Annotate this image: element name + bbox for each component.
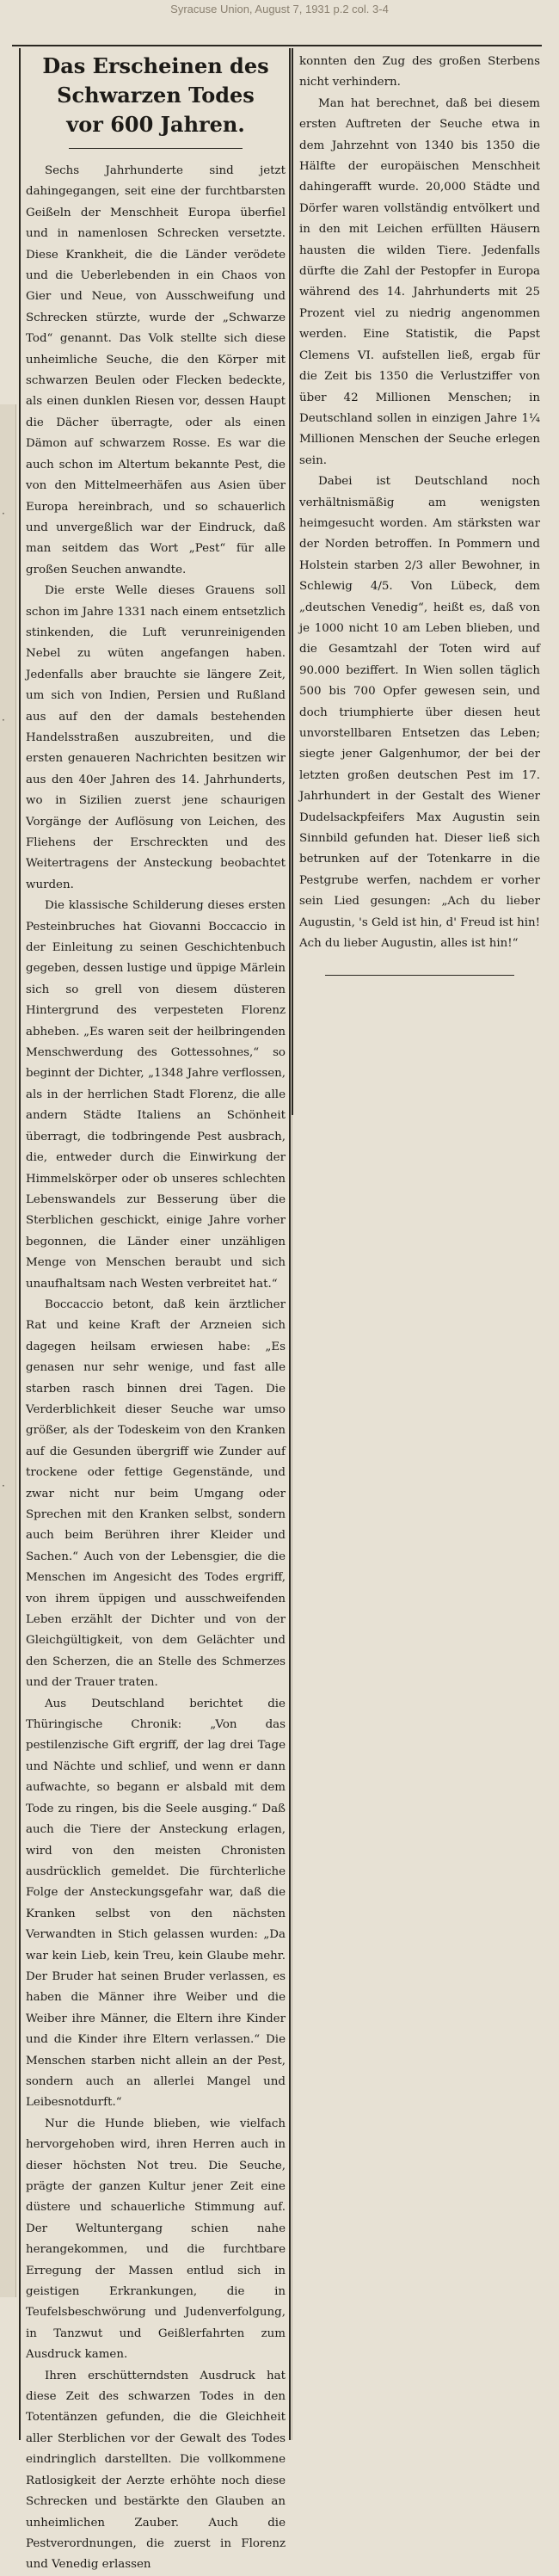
paragraph-left-3: Die klassische Schilderung dieses ersten Pesteinbruches hat Giovanni Boccaccio in der Einleitung zu seinen Geschichtenbuch gegeben, dessen lustige und üppige Märlein sich so grell von diesem düsteren Hintergrund des verpesteten Florenz abheben. „Es waren seit der heilbringenden Menschwerdung des Gottessohnes,“ so beginnt der Dichter, „1348 Jahre verflossen, als in der herrlichen Stadt Florenz, die alle andern Städte Italiens an Schönheit überragt, die todbringende Pest ausbrach, die, entweder durch die Einwirkung der Himmelskörper oder ob unseres schlechten Lebenswandels zur Besserung über die Sterblichen geschickt, einige Jahre vorher begonnen, die Länder einer unzähligen Menge von Menschen beraubt und sich unaufhaltsam nach Westen verbreitet hat.“: [26, 899, 286, 1291]
column-divider: [292, 48, 293, 1115]
paragraph-right-3: Dabei ist Deutschland noch verhältnismäßig am wenigsten heimgesucht worden. Am stärksten war der Norden betroffen. In Pommern und Holstein starben 2/3 aller Bewohner, in Schlewig 4/5. Von Lübeck, dem „deutschen Venedig“, heißt es, daß von je 1000 nicht 10 am Leben blieben, und die Gesamtzahl der Toten wird auf 90.000 beziffert. In Wien sollen täglich 500 bis 700 Opfer gewesen sein, und doch triumphierte über diesen heut unvorstellbaren Entsetzen das Leben; siegte jener Galgenhumor, der bei der letzten großen deutschen Pest im 17. Jahrhundert in der Gestalt des Wiener Dudelsackpfeifers Max Augustin sein Sinnbild gefunden hat. Dieser ließ sich betrunken auf der Totenkarre in die Pestgrube werfen, nachdem er vorher sein Lied gesungen: „Ach du lieber Augustin, 's Geld ist hin, d' Freud ist hin! Ach du lieber Augustin, alles ist hin!“: [299, 475, 540, 951]
article-title-line-3: vor 600 Jahren.: [66, 112, 245, 137]
paragraph-left-2: Die erste Welle dieses Grauens soll schon im Jahre 1331 nach einem entsetzlich stinkenden, die Luft verunreinigenden Nebel zu wüten angefangen haben. Jedenfalls aber brauchte sie längere Zeit, um sich von Indien, Persien und Rußland aus auf den der damals bestehenden Handelsstraßen auszubreiten, und die ersten genaueren Nachrichten besitzen wir aus den 40er Jahren des 14. Jahrhunderts, wo in Sizilien zuerst jene schaurigen Vorgänge der Auflösung von Leichen, des Fliehens der Erschreckten und des Weitertragens der Ansteckung beobachtet wurden.: [26, 584, 286, 891]
article-column-right: [299, 52, 540, 2444]
paragraph-right-2: Man hat berechnet, daß bei diesem ersten Auftreten der Seuche etwa in dem Jahrzehnt von 1340 bis 1350 die Hälfte der europäischen Menschheit dahingerafft wurde. 20,000 Städte und Dörfer waren vollständig entvölkert und in den mit Leichen erfüllten Häusern hausten die wilden Tiere. Jedenfalls dürfte die Zahl der Pestopfer in Europa während des 14. Jahrhunderts mit 25 Prozent viel zu niedrig angenommen werden. Eine Statistik, die Papst Clemens VI. aufstellen ließ, ergab für die Zeit bis 1350 die Verlustziffer von über 42 Millionen Menschen; in Deutschland sollen in einzigen Jahre 1¼ Millionen Menschen der Seuche erlegen sein.: [299, 96, 540, 467]
paragraph-left-5: Aus Deutschland berichtet die Thüringische Chronik: „Von das pestilenzische Gift ergriff, der lag drei Tage und Nächte und schlief, und wenn er dann aufwachte, so begann er alsbald mit dem Tode zu ringen, bis die Seele ausging.“ Daß auch die Tiere der Ansteckung erlagen, wird von den meisten Chronisten ausdrücklich gemeldet. Die fürchterliche Folge der Ansteckungsgefahr war, daß die Kranken selbst von den nächsten Verwandten in Stich gelassen wurden: „Da war kein Lieb, kein Treu, kein Glaube mehr. Der Bruder hat seinen Bruder verlassen, es haben die Männer ihre Weiber und die Weiber ihre Männer, die Eltern ihre Kinder und die Kinder ihre Eltern verlassen.“ Die Menschen starben nicht allein an der Pest, sondern auch an allerlei Mangel und Leibesnotdurft.“: [26, 1697, 286, 2110]
paragraph-left-4: Boccaccio betont, daß kein ärztlicher Rat und keine Kraft der Arzneien sich dagegen heilsam erwiesen habe: „Es genasen nur sehr wenige, und fast alle starben rasch binnen drei Tagen. Die Verderblichkeit dieser Seuche war umso größer, als der Todeskeim von den Kranken auf die Gesunden übergriff wie Zunder auf trockene oder fettige Gegenstände, und zwar nicht nur beim Umgang oder Sprechen mit den Kranken selbst, sondern auch beim Berühren ihrer Kleider und Sachen.“ Auch von der Lebensgier, die die Menschen im Angesicht des Todes ergriff, von ihrem üppigen und ausschweifenden Leben erzählt der Dichter und von der Gleichgültigkeit, von dem Gelächter und den Scherzen, die an Stelle des Schmerzes und der Trauer traten.: [26, 1297, 286, 1690]
masthead-rule: [12, 45, 542, 46]
article-end-rule: [325, 975, 514, 976]
article-title-line-1: Das Erscheinen des: [42, 53, 269, 78]
article-title: [26, 52, 286, 139]
paragraph-left-1: Sechs Jahrhunderte sind jetzt dahingegangen, seit eine der furchtbarsten Geißeln der Menschheit Europa überfiel und in namenlosen Schrecken versetzte. Diese Krankheit, die die Länder verödete und die Ueberlebenden in ein Chaos von Gier und Neue, von Ausschweifung und Schrecken stürzte, wurde der „Schwarze Tod“ genannt. Das Volk stellte sich diese unheimliche Seuche, die den Körper mit schwarzen Beulen oder Flecken bedeckte, als einen dunklen Riesen vor, dessen Haupt die Dächer überragte, oder als einen Dämon auf schwarzem Rosse. Es war die auch schon im Altertum bekannte Pest, die von den Mittelmeerhäfen aus Asien über Europa hereinbrach, und so schauerlich und unvergeßlich war der Eindruck, daß man seitdem das Wort „Pest“ für alle großen Seuchen anwandte.: [26, 164, 286, 576]
article-title-line-2: Schwarzen Todes: [57, 83, 255, 108]
article-column-left: [26, 52, 286, 2572]
paragraph-left-6: Nur die Hunde blieben, wie vielfach hervorgehoben wird, ihren Herren auch in dieser höchsten Not treu. Die Seuche, prägte der ganzen Kultur jener Zeit eine düstere und schauerliche Stimmung auf. Der Weltuntergang schien nahe herangekommen, und die furchtbare Erregung der Massen entlud sich in geistigen Erkrankungen, die in Teufelsbeschwörung und Judenverfolgung, in Tanzwut und Geißlerfahrten zum Ausdruck kamen.: [26, 2117, 286, 2362]
title-separator: [69, 148, 243, 149]
neighbor-column-edge: · · ·: [0, 404, 16, 2297]
paragraph-left-7: Ihren erschütterndsten Ausdruck hat diese Zeit des schwarzen Todes in den Totentänzen gefunden, die die Gleichheit aller Sterblichen vor der Gewalt des Todes eindringlich darstellten. Die vollkommene Ratlosigkeit der Aerzte erhöhte noch diese Schrecken und bestärkte den Glauben an unheimlichen Zauber. Auch die Pestverordnungen, die zuerst in Florenz und Venedig erlassen: [26, 2369, 286, 2572]
paragraph-right-1: konnten den Zug des großen Sterbens nicht verhindern.: [299, 55, 540, 89]
source-caption: Syracuse Union, August 7, 1931 p.2 col. 3-4: [170, 3, 389, 15]
